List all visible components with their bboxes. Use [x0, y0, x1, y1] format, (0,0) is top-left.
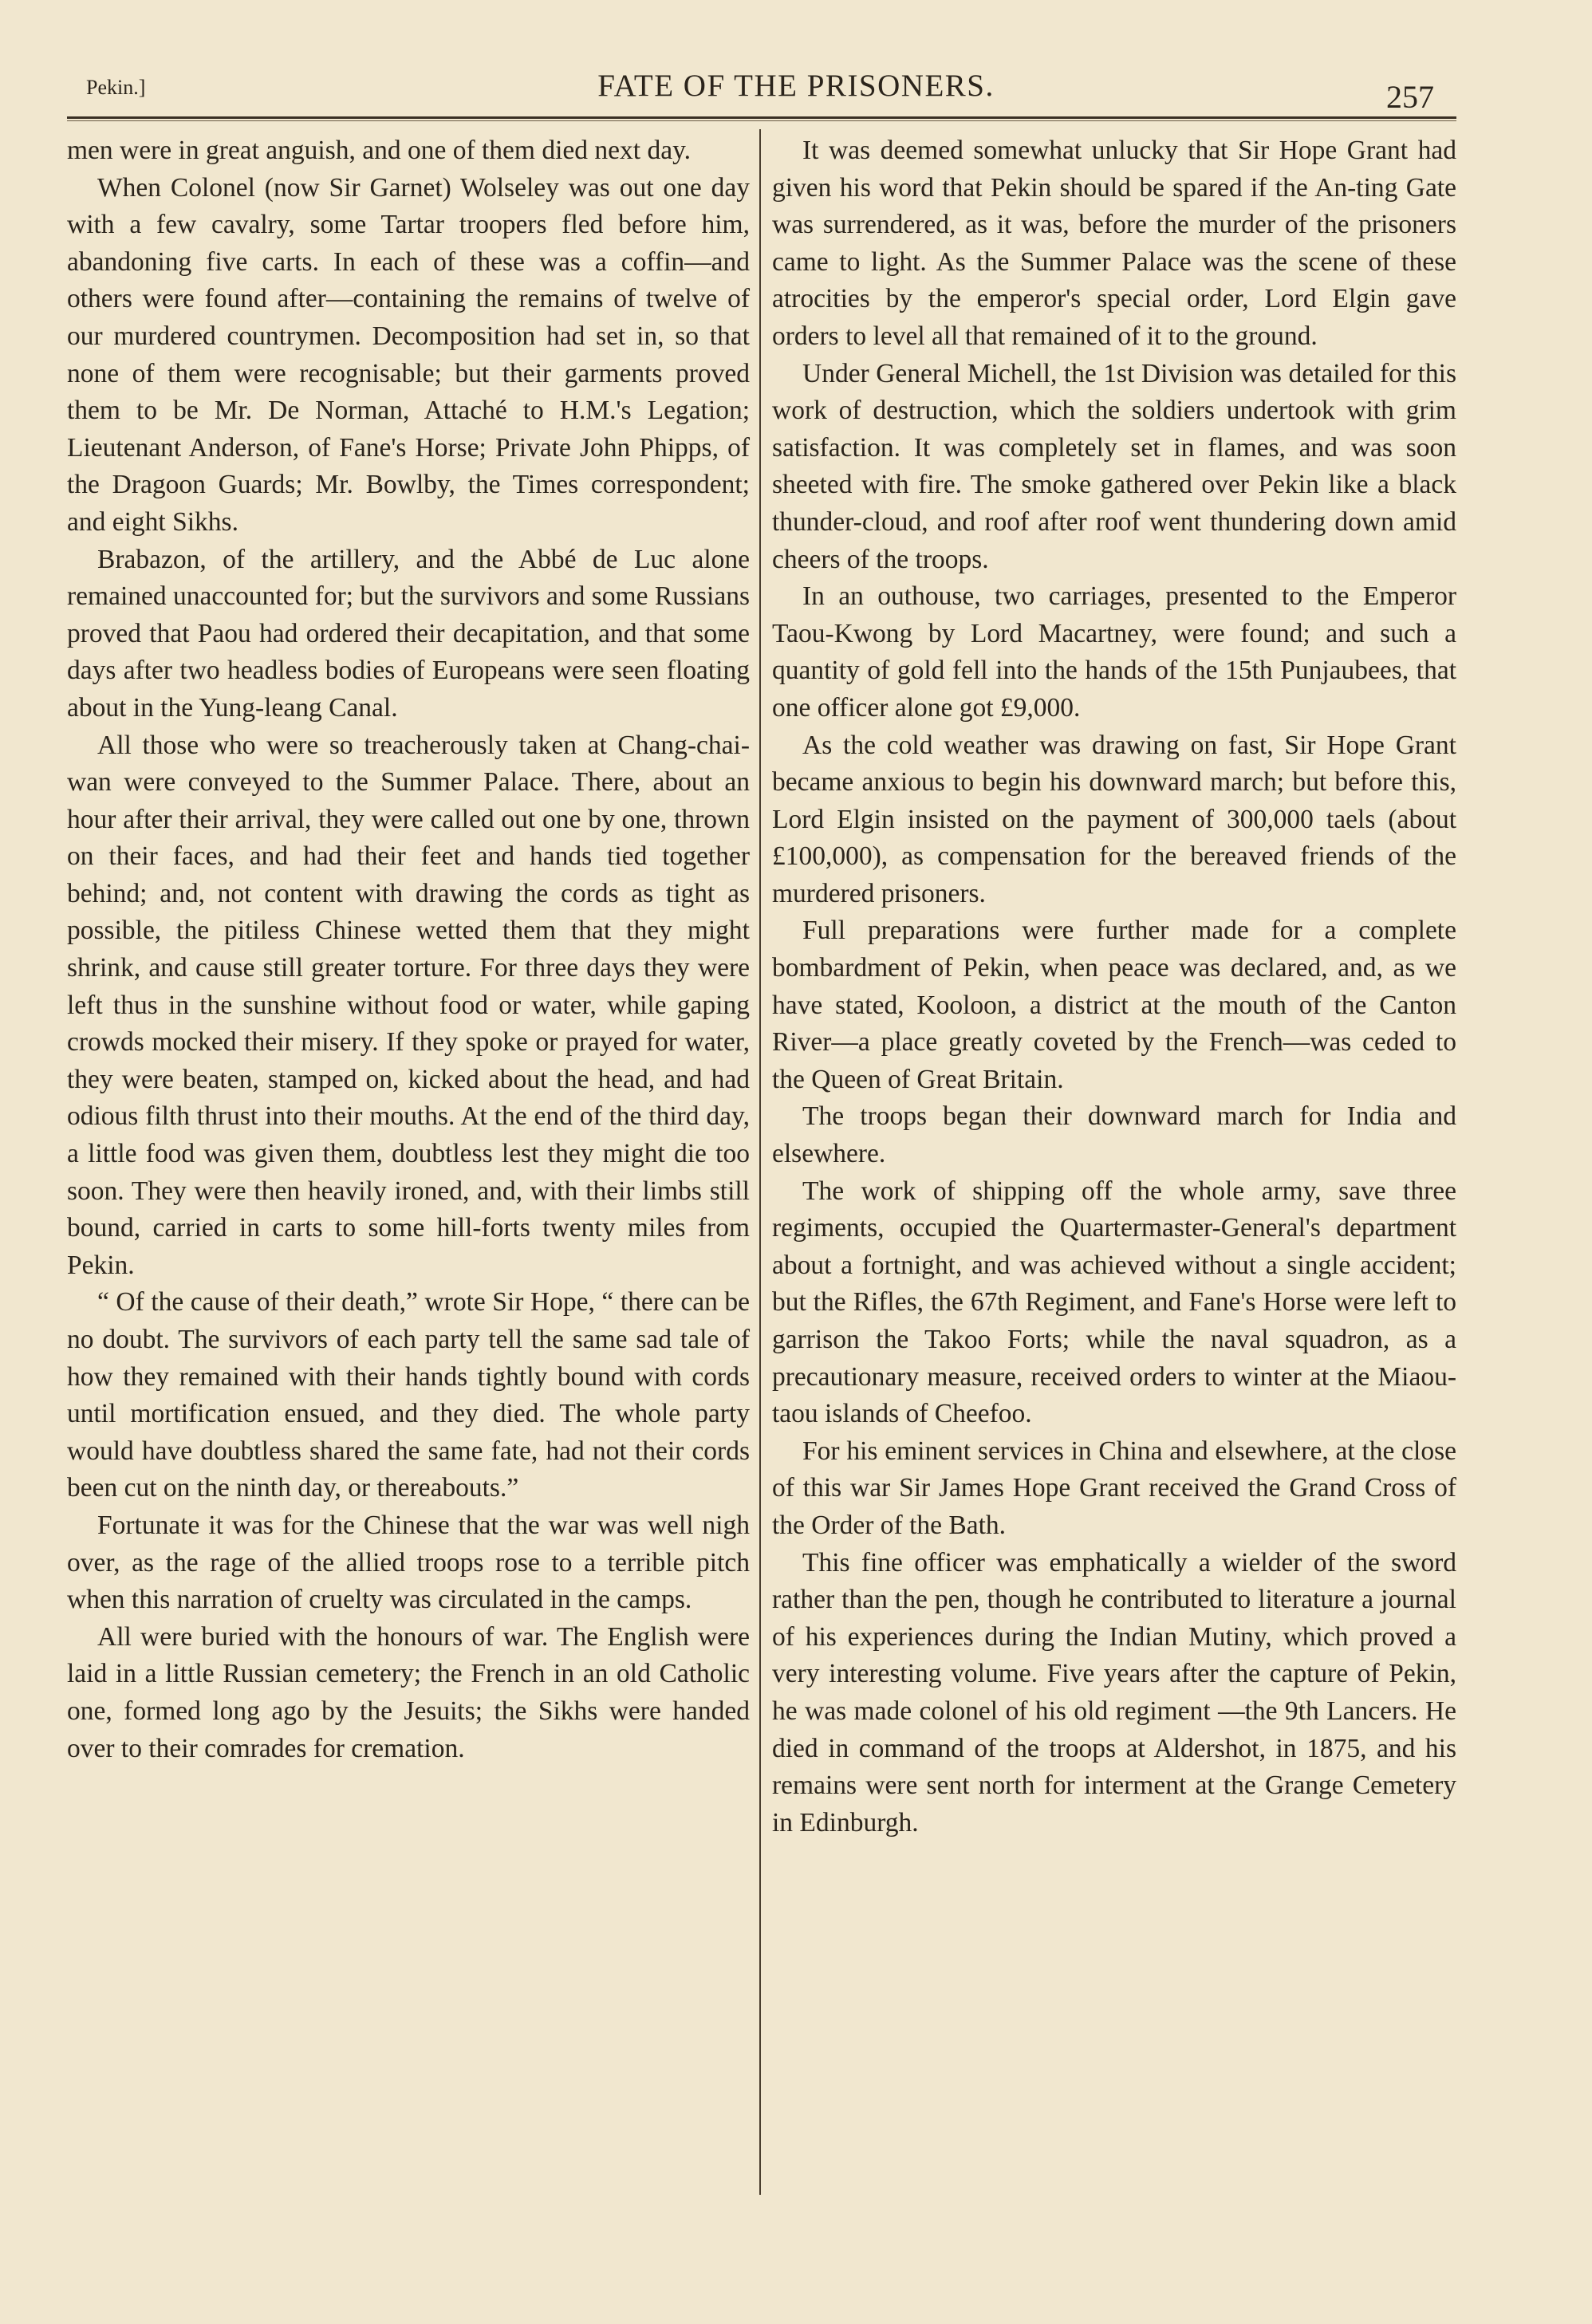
paragraph: This fine officer was emphatically a wielder of the sword rather than the pen, though he contributed to literature a journal of his experiences during the Indian Mutiny, which proved a very interesting volume. Five years after the capture of Pekin, he was made colonel of his old regiment —the 9th Lancers. He died in command of the troops at Aldershot, in 1875, and his remains were sent north for interment at the Grange Cemetery in Edinburgh.	[772, 1547, 1456, 1838]
paragraph: men were in great anguish, and one of them died next day.	[67, 136, 692, 165]
paragraph: All were buried with the honours of war. The English were laid in a little Russian cemetery; the French in an old Catholic one, formed long ago by the Jesuits; the Sikhs were handed over to their comrades for cremation.	[67, 1621, 750, 1763]
paragraph: Brabazon, of the artillery, and the Abbé de Luc alone remained unaccounted for; but the survivors and some Russians proved that Paou had ordered their decapitation, and that some days after two headless bodies of Europeans were seen floating about in the Yung-leang Canal.	[67, 544, 750, 723]
right-column	[772, 132, 1456, 1841]
paragraph: For his eminent services in China and elsewhere, at the close of this war Sir James Hope Grant received the Grand Cross of the Order of the Bath.	[772, 1436, 1456, 1540]
paragraph: When Colonel (now Sir Garnet) Wolseley was out one day with a few cavalry, some Tartar troopers fled before him, abandoning five carts. In each of these was a coffin—and others were found after—containing the remains of twelve of our murdered countrymen. Decomposition had set in, so that none of them were recognisable; but their garments proved them to be Mr. De Norman, Attaché to H.M.'s Legation; Lieutenant Anderson, of Fane's Horse; Private John Phipps, of the Dragoon Guards; Mr. Bowlby, the Times correspondent; and eight Sikhs.	[67, 172, 750, 537]
header-rule-thin	[67, 120, 1456, 121]
running-head: Pekin.]	[86, 76, 146, 99]
header-rule	[67, 116, 1456, 119]
paragraph: The troops began their downward march for India and elsewhere.	[772, 1101, 1456, 1169]
paragraph: Fortunate it was for the Chinese that the war was well nigh over, as the rage of the allied troops rose to a terrible pitch when this narration of cruelty was circulated in the camps.	[67, 1510, 750, 1615]
paragraph: As the cold weather was drawing on fast, Sir Hope Grant became anxious to begin his downward march; but before this, Lord Elgin insisted on the payment of 300,000 taels (about £100,000), as compensation for the bereaved friends of the murdered prisoners.	[772, 730, 1456, 908]
paragraph: “ Of the cause of their death,” wrote Sir Hope, “ there can be no doubt. The survivors of each party tell the same sad tale of how they remained with their hands tightly bound with cords until mortification ensued, and they died. The whole party would have doubtless shared the same fate, had not their cords been cut on the ninth day, or thereabouts.”	[67, 1287, 750, 1503]
paragraph: Full preparations were further made for a complete bombardment of Pekin, when peace was declared, and, as we have stated, Kooloon, a district at the mouth of the Canton River—a place greatly coveted by the French—was ceded to the Queen of Great Britain.	[772, 916, 1456, 1094]
paragraph: It was deemed somewhat unlucky that Sir Hope Grant had given his word that Pekin should be spared if the An-ting Gate was surrendered, as it was, before the murder of the prisoners came to light. As the Summer Palace was the scene of these atrocities by the emperor's special order, Lord Elgin gave orders to level all that remained of it to the ground.	[772, 136, 1456, 351]
paragraph: The work of shipping off the whole army, save three regiments, occupied the Quartermaster-General's department about a fortnight, and was achieved without a single accident; but the Rifles, the 67th Regiment, and Fane's Horse were left to garrison the Takoo Forts; while the naval squadron, as a precautionary measure, received orders to winter at the Miaou-taou islands of Cheefoo.	[772, 1176, 1456, 1429]
paragraph: Under General Michell, the 1st Division was detailed for this work of destruction, which the soldiers undertook with grim satisfaction. It was completely set in flames, and was soon sheeted with fire. The smoke gathered over Pekin like a black thunder-cloud, and roof after roof went thundering down amid cheers of the troops.	[772, 358, 1456, 574]
left-column	[67, 132, 750, 1767]
page-title: FATE OF THE PRISONERS.	[597, 69, 995, 103]
paragraph: All those who were so treacherously taken at Chang-chai-wan were conveyed to the Summer Palace. There, about an hour after their arrival, they were called out one by one, thrown on their faces, and had their feet and hands tied together behind; and, not content with drawing the cords as tight as possible, the pitiless Chinese wetted them that they might shrink, and cause still greater torture. For three days they were left thus in the sunshine without food or water, while gaping crowds mocked their misery. If they spoke or prayed for water, they were beaten, stamped on, kicked about the head, and had odious filth thrust into their mouths. At the end of the third day, a little food was given them, doubtless lest they might die too soon. They were then heavily ironed, and, with their limbs still bound, carried in carts to some hill-forts twenty miles from Pekin.	[67, 730, 750, 1280]
paragraph: In an outhouse, two carriages, presented to the Emperor Taou-Kwong by Lord Macartney, were found; and such a quantity of gold fell into the hands of the 15th Punjaubees, that one officer alone got £9,000.	[772, 581, 1456, 723]
page-number: 257	[1386, 79, 1434, 115]
column-divider	[759, 129, 761, 2195]
